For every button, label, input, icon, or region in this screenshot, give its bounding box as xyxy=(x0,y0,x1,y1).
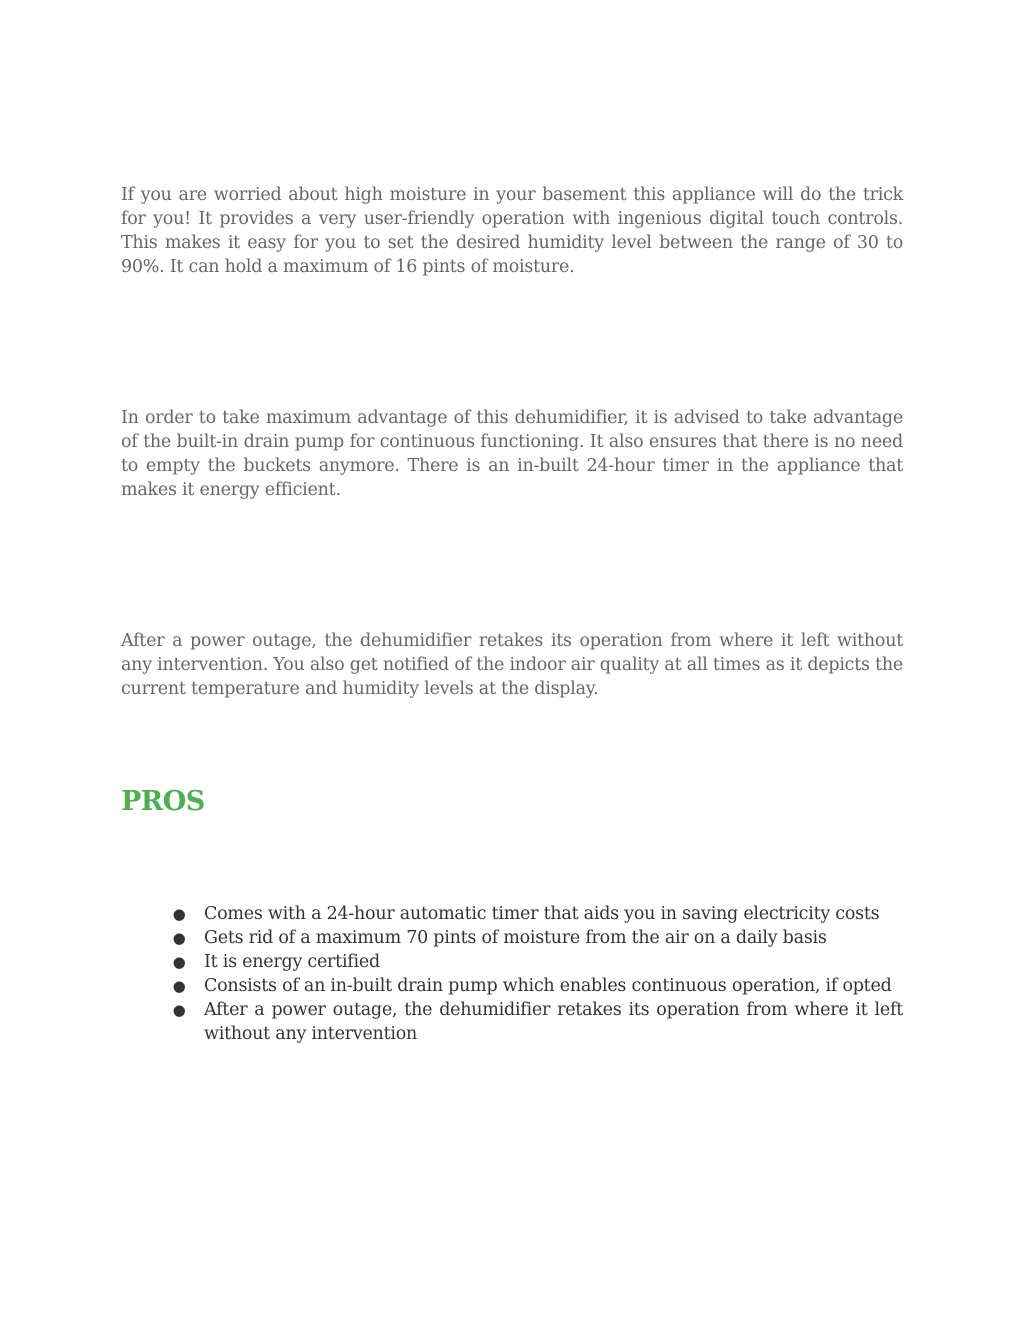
list-item-text: It is energy certified xyxy=(204,952,380,972)
list-item-text: Consists of an in-built drain pump which enables continuous operation, if opted xyxy=(204,976,892,996)
bullet-icon: ● xyxy=(172,929,186,947)
drain-pump-paragraph: In order to take maximum advantage of this dehumidifier, it is advised to take advantage of the built-in drain pump for continuous functioning. It also ensures that there is no need to empty the buckets anymore. There is an in-built 24-hour timer in the appliance that makes it energy efficient. xyxy=(121,408,903,500)
power-outage-paragraph: After a power outage, the dehumidifier retakes its operation from where it left without any intervention. You also get notified of the indoor air quality at all times as it depicts the current temperature and humidity levels at the display. xyxy=(121,631,903,699)
bullet-icon: ● xyxy=(172,977,186,995)
pros-heading: PROS xyxy=(121,786,205,817)
bullet-icon: ● xyxy=(172,905,186,923)
bullet-icon: ● xyxy=(172,953,186,971)
list-item xyxy=(171,926,903,950)
list-item xyxy=(171,902,903,926)
list-item-text: Comes with a 24-hour automatic timer that aids you in saving electricity costs xyxy=(204,904,880,924)
list-item xyxy=(171,998,903,1046)
list-item xyxy=(171,950,903,974)
list-item xyxy=(171,974,903,998)
list-item-text: After a power outage, the dehumidifier retakes its operation from where it left without any intervention xyxy=(204,1000,903,1044)
pros-list xyxy=(171,902,903,1046)
bullet-icon: ● xyxy=(172,1001,186,1019)
list-item-text: Gets rid of a maximum 70 pints of moisture from the air on a daily basis xyxy=(204,928,827,948)
intro-paragraph: If you are worried about high moisture in your basement this appliance will do the trick for you! It provides a very user-friendly operation with ingenious digital touch controls. This makes it easy for you to set the desired humidity level between the range of 30 to 90%. It can hold a maximum of 16 pints of moisture. xyxy=(121,185,903,277)
